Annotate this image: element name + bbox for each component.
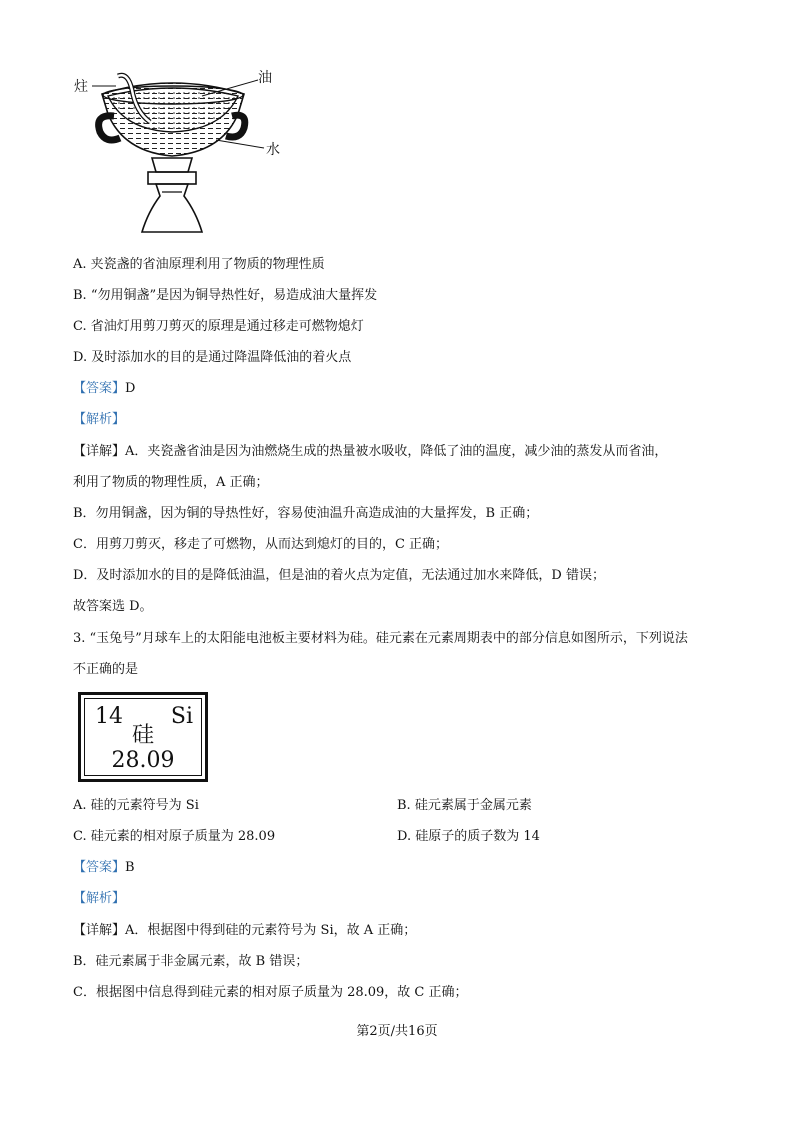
q3-analysis bbox=[73, 891, 125, 907]
q2-answer bbox=[73, 381, 135, 397]
q3-detail-line-3: C．根据图中信息得到硅元素的相对原子质量为 28.09，故 C 正确； bbox=[73, 985, 468, 1000]
q3-option-a: A. 硅的元素符号为 Si bbox=[73, 798, 199, 813]
q2-option-c: C. 省油灯用剪刀剪灭的原理是通过移走可燃物熄灯 bbox=[73, 319, 364, 334]
q2-option-b: B. “勿用铜盏”是因为铜导热性好，易造成油大量挥发 bbox=[73, 288, 378, 303]
oil-lamp-figure bbox=[72, 66, 302, 238]
q2-detail-tag: 【详解】 bbox=[73, 444, 126, 459]
q2-option-a: A. 夹瓷盏的省油原理利用了物质的物理性质 bbox=[73, 257, 325, 272]
q2-detail-line-4: C．用剪刀剪灭，移走了可燃物，从而达到熄灯的目的，C 正确； bbox=[73, 537, 449, 552]
q2-detail-line-2: 利用了物质的物理性质，A 正确； bbox=[73, 475, 269, 490]
label-wick: 炷 bbox=[74, 79, 88, 95]
atomic-number: 14 bbox=[95, 704, 123, 729]
q2-analysis-tag: 【解析】 bbox=[73, 412, 126, 427]
element-name: 硅 bbox=[131, 723, 154, 748]
label-water: 水 bbox=[266, 142, 280, 158]
q3-stem-line-2: 不正确的是 bbox=[73, 662, 139, 677]
label-oil: 油 bbox=[258, 70, 272, 86]
q3-detail-line-1 bbox=[73, 923, 416, 939]
q2-detail-line-3: B．勿用铜盏，因为铜的导热性好，容易使油温升高造成油的大量挥发，B 正确； bbox=[73, 506, 539, 521]
atomic-mass: 28.09 bbox=[111, 748, 175, 773]
q3-option-d: D. 硅原子的质子数为 14 bbox=[397, 829, 540, 844]
q2-analysis bbox=[73, 412, 125, 428]
element-card-inner bbox=[84, 698, 202, 776]
element-card bbox=[78, 692, 208, 782]
q3-detail-line-2: B．硅元素属于非金属元素，故 B 错误； bbox=[73, 954, 309, 969]
q2-answer-tag: 【答案】 bbox=[73, 381, 126, 396]
q3-detail-tag: 【详解】 bbox=[73, 923, 126, 938]
q2-option-d: D. 及时添加水的目的是通过降温降低油的着火点 bbox=[73, 350, 352, 365]
q2-detail-text-1: A．夹瓷盏省油是因为油燃烧生成的热量被水吸收，降低了油的温度，减少油的蒸发从而省油， bbox=[125, 444, 668, 459]
q3-stem-line-1: 3. “玉兔号”月球车上的太阳能电池板主要材料为硅。硅元素在元素周期表中的部分信息如图所示，下列说法 bbox=[73, 631, 688, 646]
q3-detail-text-1: A．根据图中得到硅的元素符号为 Si，故 A 正确； bbox=[125, 923, 417, 938]
q3-option-b: B. 硅元素属于金属元素 bbox=[397, 798, 532, 813]
element-symbol: Si bbox=[170, 704, 193, 729]
q3-option-c: C. 硅元素的相对原子质量为 28.09 bbox=[73, 829, 276, 844]
page-footer: 第2页/共16页 bbox=[356, 1024, 438, 1039]
q2-detail-line-5: D．及时添加水的目的是降低油温，但是油的着火点为定值，无法通过加水来降低，D 错误； bbox=[73, 568, 605, 583]
q3-answer bbox=[73, 860, 135, 876]
q2-answer-value: D bbox=[125, 381, 136, 396]
q3-analysis-tag: 【解析】 bbox=[73, 891, 126, 906]
q2-detail-line-1 bbox=[73, 444, 667, 460]
q3-answer-tag: 【答案】 bbox=[73, 860, 126, 875]
q3-answer-value: B bbox=[125, 860, 135, 875]
q2-detail-line-6: 故答案选 D。 bbox=[73, 599, 153, 614]
